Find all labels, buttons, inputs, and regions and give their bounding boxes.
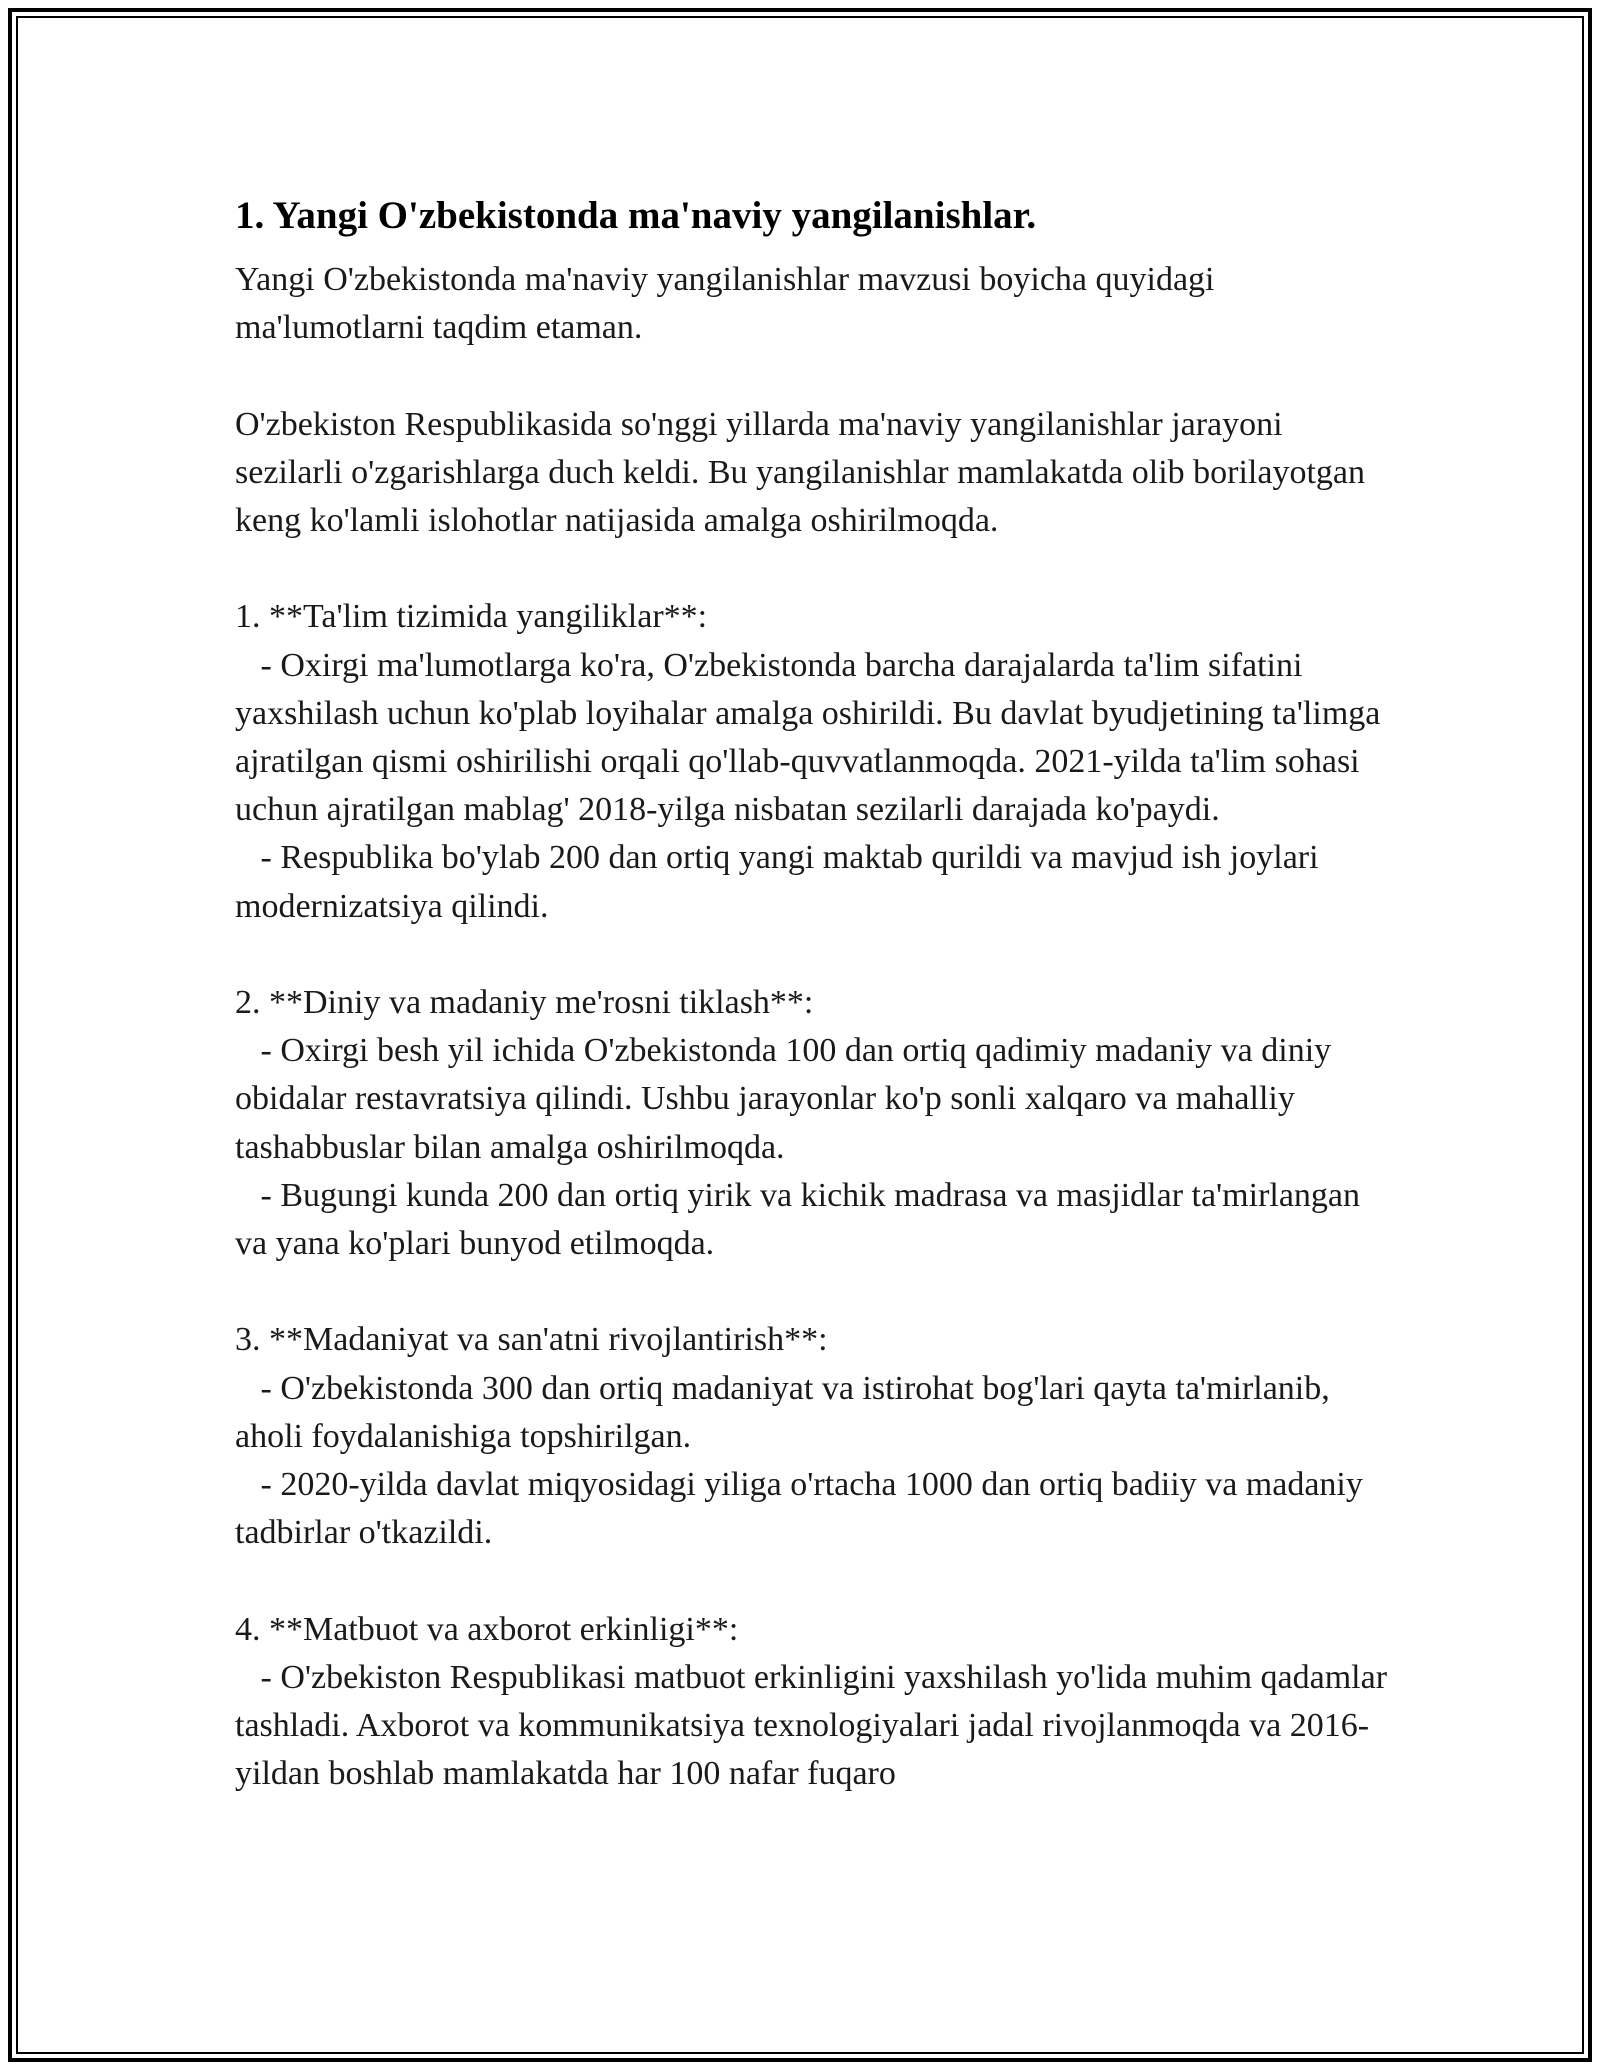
section-heading: 4. **Matbuot va axborot erkinligi**:	[235, 1610, 739, 1648]
intro-paragraph: O'zbekiston Respublikasida so'nggi yillarda ma'naviy yangilanishlar jarayoni sezilarli o'zgarishlarga duch keldi. Bu yangilanishlar mamlakatda olib borilayotgan keng ko'lamli islohotlar natijasida amalga oshirilmoqda.	[235, 405, 1366, 539]
section-education	[235, 593, 1395, 930]
section-heading: 1. **Ta'lim tizimida yangiliklar**:	[235, 598, 708, 636]
section-heading: 3. **Madaniyat va san'atni rivojlantirish**:	[235, 1321, 828, 1359]
document-page	[235, 188, 1395, 1847]
bullet-text: - 2020-yilda davlat miqyosidagi yiliga o'rtacha 1000 dan ortiq badiiy va madaniy tadbirlar o'tkazildi.	[235, 1466, 1363, 1552]
document-body	[235, 256, 1395, 1798]
bullet-text: - Bugungi kunda 200 dan ortiq yirik va kichik madrasa va masjidlar ta'mirlangan va yana ko'plari bunyod etilmoqda.	[235, 1176, 1361, 1263]
section-culture-arts	[235, 1316, 1395, 1557]
bullet-text: - O'zbekiston Respublikasi matbuot erkinligini yaxshilash yo'lida muhim qadamlar tashladi. Axborot va kommunikatsiya texnologiyalari jadal rivojlanmoqda va 2016-yildan boshlab mamlakatda har 100 nafar fuqaro	[235, 1658, 1388, 1793]
bullet-item	[235, 1365, 1395, 1461]
bullet-item	[235, 1461, 1395, 1557]
document-title: 1. Yangi O'zbekistonda ma'naviy yangilanishlar.	[235, 194, 1037, 237]
bullet-item	[235, 642, 1395, 835]
bullet-item	[235, 1027, 1395, 1172]
section-heading: 2. **Diniy va madaniy me'rosni tiklash**:	[235, 984, 814, 1021]
bullet-item	[235, 1654, 1395, 1799]
section-heritage	[235, 979, 1395, 1268]
bullet-item	[235, 1172, 1395, 1268]
bullet-text: - Oxirgi besh yil ichida O'zbekistonda 100 dan ortiq qadimiy madaniy va diniy obidalar restavratsiya qilindi. Ushbu jarayonlar ko'p sonli xalqaro va mahalliy tashabbuslar bilan amalga oshirilmoqda.	[235, 1032, 1332, 1166]
bullet-text: - Oxirgi ma'lumotlarga ko'ra, O'zbekistonda barcha darajalarda ta'lim sifatini yaxshilash uchun ko'plab loyihalar amalga oshirildi. Bu davlat byudjetining ta'limga ajratilgan qismi oshirilishi orqali qo'llab-quvvatlanmoqda. 2021-yilda ta'lim sohasi uchun ajratilgan mablag' 2018-yilga nisbatan sezilarli darajada ko'paydi.	[235, 646, 1381, 829]
bullet-text: - O'zbekistonda 300 dan ortiq madaniyat va istirohat bog'lari qayta ta'mirlanib, aholi foydalanishiga topshirilgan.	[235, 1369, 1330, 1455]
bullet-text: - Respublika bo'ylab 200 dan ortiq yangi maktab qurildi va mavjud ish joylari modernizatsiya qilindi.	[235, 839, 1319, 925]
bullet-item	[235, 834, 1395, 930]
intro-paragraph: Yangi O'zbekistonda ma'naviy yangilanishlar mavzusi boyicha quyidagi ma'lumotlarni taqdim etaman.	[235, 261, 1215, 347]
section-press-freedom	[235, 1606, 1395, 1799]
